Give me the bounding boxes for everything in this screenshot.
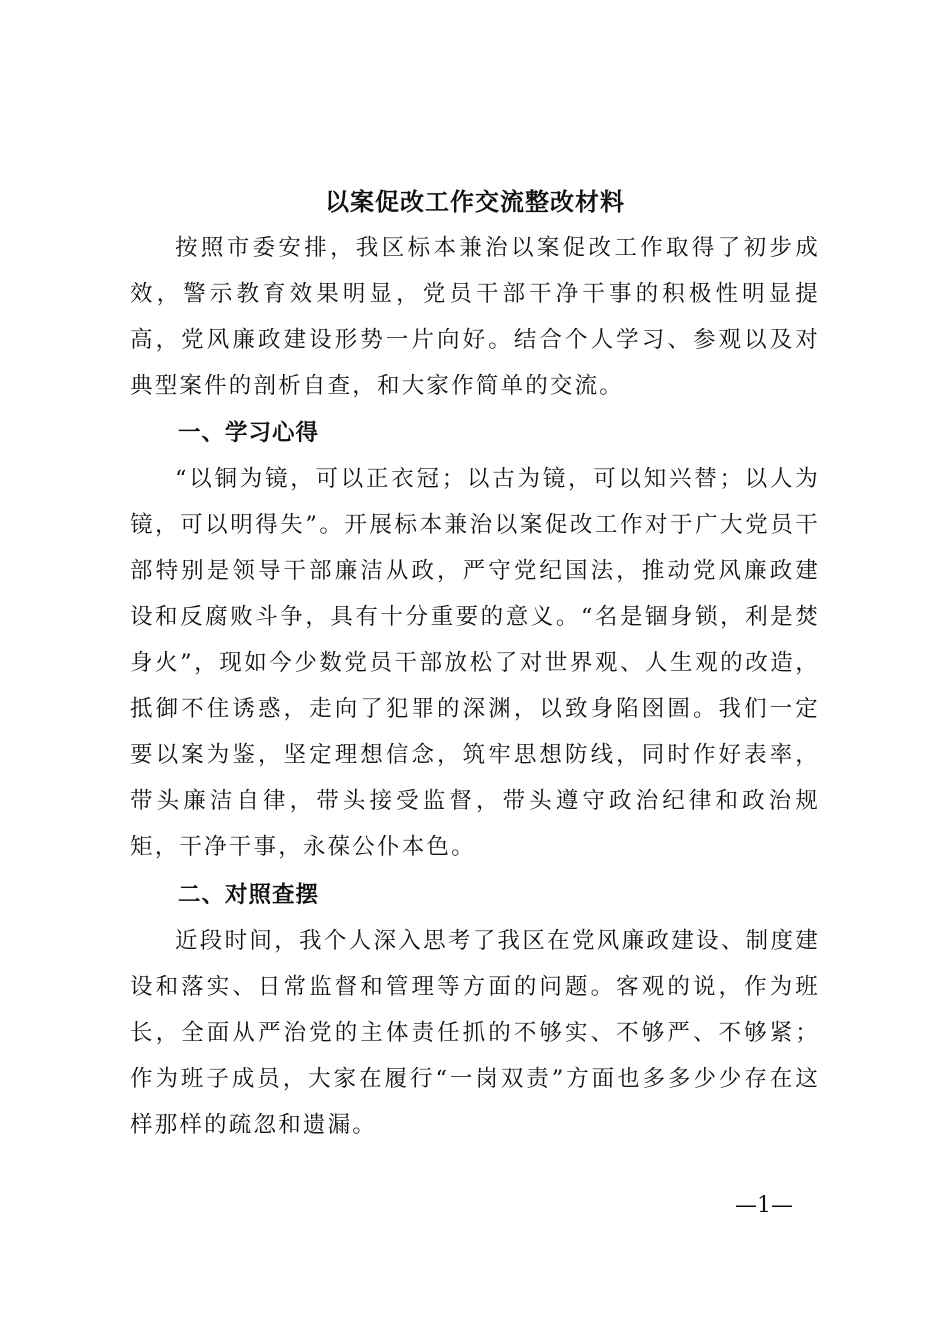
intro-paragraph: 按照市委安排，我区标本兼治以案促改工作取得了初步成效，警示教育效果明显，党员干部干净干事的积极性明显提高，党风廉政建设形势一片向好。结合个人学习、参观以及对典型案件的剖析自查，和大家作简单的交流。 <box>130 235 820 399</box>
section-heading-study: 一、学习心得 <box>178 420 320 446</box>
section-heading-review: 二、对照查摆 <box>178 882 320 908</box>
review-paragraph: 近段时间，我个人深入思考了我区在党风廉政建设、制度建设和落实、日常监督和管理等方面的问题。客观的说，作为班长，全面从严治党的主体责任抓的不够实、不够严、不够紧；作为班子成员，大家在履行“一岗双责”方面也多多少少存在这样那样的疏忽和遗漏。 <box>130 928 820 1138</box>
document-title: 以案促改工作交流整改材料 <box>325 187 625 216</box>
page-number: —1— <box>735 1193 793 1218</box>
study-paragraph: “以铜为镜，可以正衣冠；以古为镜，可以知兴替；以人为镜，可以明得失”。开展标本兼治以案促改工作对于广大党员干部特别是领导干部廉洁从政，严守党纪国法，推动党风廉政建设和反腐败斗争，具有十分重要的意义。“名是锢身锁，利是焚身火”，现如今少数党员干部放松了对世界观、人生观的改造，抵御不住诱惑，走向了犯罪的深渊，以致身陷囹圄。我们一定要以案为鉴，坚定理想信念，筑牢思想防线，同时作好表率，带头廉洁自律，带头接受监督，带头遵守政治纪律和政治规矩，干净干事，永葆公仆本色。 <box>130 466 820 860</box>
